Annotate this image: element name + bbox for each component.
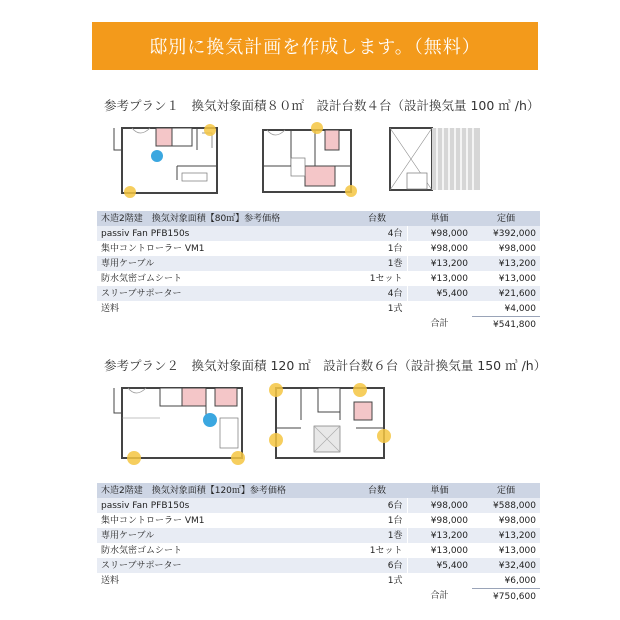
item-name: スリーブサポーター [97,286,347,301]
col-header-total: 定価 [472,211,540,226]
table-row [97,558,540,573]
item-price: ¥13,000 [407,271,472,286]
plan2-floor1 [110,378,250,468]
item-qty: 4台 [347,226,407,241]
item-price: ¥98,000 [407,241,472,256]
item-name: 防水気密ゴムシート [97,271,347,286]
plan1-loft [385,118,485,198]
item-name: 送料 [97,301,347,317]
table-header-row [97,483,540,498]
item-price: ¥13,000 [407,543,472,558]
table-sum-row [97,589,540,605]
table-header-row [97,211,540,226]
col-header-name: 木造2階建 換気対象面積【120㎡】参考価格 [97,483,347,498]
item-qty: 1巻 [347,528,407,543]
fan-marker-icon [269,433,283,447]
header-banner: 邸別に換気計画を作成します。（無料） [92,22,538,70]
item-total: ¥588,000 [472,498,540,513]
sum-label: 合計 [407,317,472,333]
table-row [97,271,540,286]
plan1-title: 参考プラン１ 換気対象面積８０㎡ 設計台数４台（設計換気量 100 ㎥ /h） [104,98,540,113]
table-row [97,256,540,271]
plan2-price-table [97,483,540,604]
item-name: 専用ケーブル [97,256,347,271]
fan-marker-icon [353,383,367,397]
col-header-price: 単価 [407,211,472,226]
item-price: ¥98,000 [407,513,472,528]
item-total: ¥13,200 [472,528,540,543]
table-row [97,513,540,528]
item-price: ¥13,200 [407,256,472,271]
fan-marker-icon [345,185,357,197]
item-total: ¥13,200 [472,256,540,271]
item-price: ¥98,000 [407,498,472,513]
table-row [97,573,540,589]
fan-marker-icon [269,383,283,397]
item-total: ¥6,000 [472,573,540,589]
item-qty: 6台 [347,558,407,573]
sum-total: ¥541,800 [472,317,540,333]
item-price [407,301,472,317]
item-name: passiv Fan PFB150s [97,498,347,513]
col-header-qty: 台数 [347,211,407,226]
item-price: ¥98,000 [407,226,472,241]
fan-marker-icon [377,429,391,443]
fan-marker-icon [204,124,216,136]
item-name: 送料 [97,573,347,589]
controller-marker-icon [151,150,163,162]
item-price: ¥5,400 [407,558,472,573]
item-total: ¥13,000 [472,271,540,286]
item-qty: 1台 [347,513,407,528]
item-qty: 1セット [347,271,407,286]
table-row [97,301,540,317]
item-price [407,573,472,589]
item-total: ¥32,400 [472,558,540,573]
item-qty: 1式 [347,301,407,317]
table-row [97,226,540,241]
item-name: passiv Fan PFB150s [97,226,347,241]
table-row [97,543,540,558]
table-row [97,286,540,301]
item-qty: 1巻 [347,256,407,271]
item-qty: 1台 [347,241,407,256]
item-qty: 4台 [347,286,407,301]
item-total: ¥13,000 [472,543,540,558]
item-name: 集中コントローラー VM1 [97,241,347,256]
item-price: ¥5,400 [407,286,472,301]
col-header-qty: 台数 [347,483,407,498]
col-header-price: 単価 [407,483,472,498]
item-name: 専用ケーブル [97,528,347,543]
plan2-floor2 [266,378,391,468]
col-header-name: 木造2階建 換気対象面積【80㎡】参考価格 [97,211,347,226]
sum-total: ¥750,600 [472,589,540,605]
table-row [97,241,540,256]
plan1-floor2 [255,118,365,198]
item-name: スリーブサポーター [97,558,347,573]
plan2-title: 参考プラン２ 換気対象面積 120 ㎡ 設計台数６台（設計換気量 150 ㎥ /h） [104,358,547,373]
fan-marker-icon [231,451,245,465]
item-qty: 1セット [347,543,407,558]
item-total: ¥392,000 [472,226,540,241]
sum-label: 合計 [407,589,472,605]
plan1-floor1 [112,118,232,198]
item-total: ¥98,000 [472,513,540,528]
col-header-total: 定価 [472,483,540,498]
item-qty: 6台 [347,498,407,513]
item-name: 集中コントローラー VM1 [97,513,347,528]
fan-marker-icon [311,122,323,134]
table-row [97,528,540,543]
item-qty: 1式 [347,573,407,589]
item-total: ¥21,600 [472,286,540,301]
item-total: ¥4,000 [472,301,540,317]
controller-marker-icon [203,413,217,427]
table-row [97,498,540,513]
item-name: 防水気密ゴムシート [97,543,347,558]
item-total: ¥98,000 [472,241,540,256]
fan-marker-icon [127,451,141,465]
table-sum-row [97,317,540,333]
plan1-price-table [97,211,540,332]
item-price: ¥13,200 [407,528,472,543]
fan-marker-icon [124,186,136,198]
